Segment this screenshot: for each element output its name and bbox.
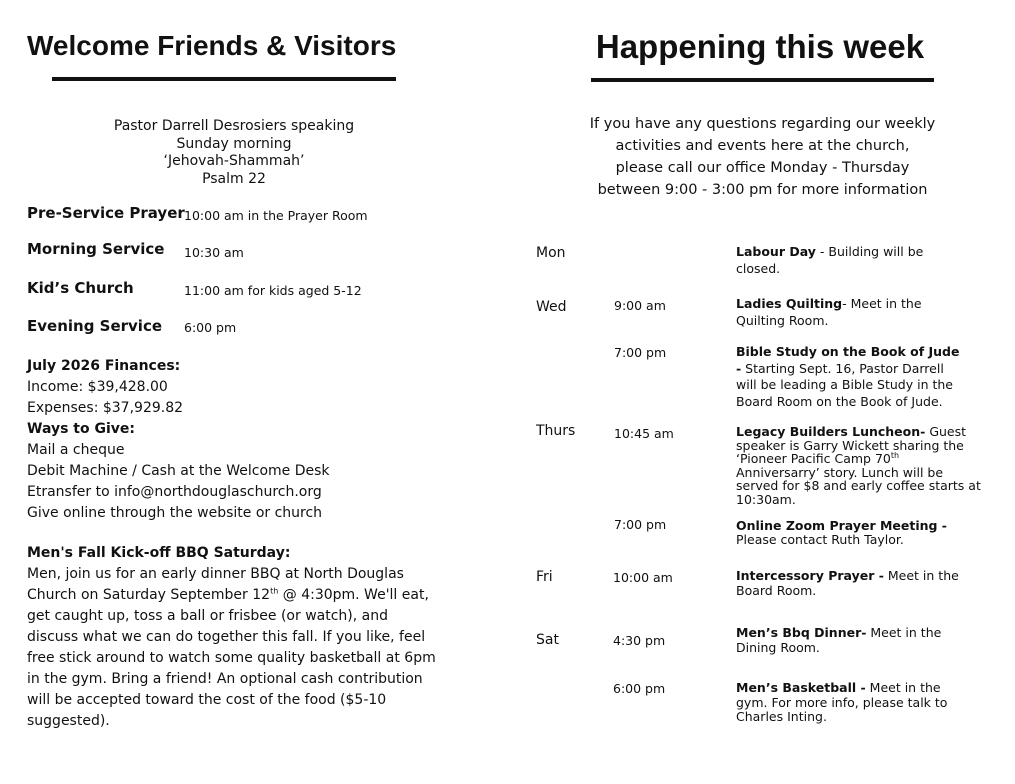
service-label-evening: Evening Service bbox=[27, 317, 163, 335]
bbq-date-suffix: th bbox=[270, 586, 279, 596]
event-title: Men’s Bbq Dinner- bbox=[736, 625, 867, 640]
right-title-underline bbox=[591, 78, 934, 82]
day-mon: Mon bbox=[536, 245, 566, 261]
bbq-date-text: Church on Saturday September 12 bbox=[27, 587, 271, 603]
sermon-title: ‘Jehovah-Shammah’ bbox=[163, 153, 305, 169]
right-title: Happening this week bbox=[595, 28, 925, 65]
bbq-line: suggested). bbox=[27, 713, 110, 729]
bbq-line: free stick around to watch some quality basketball at 6pm bbox=[27, 650, 436, 666]
event-time: 10:00 am bbox=[613, 570, 673, 585]
intro-line: activities and events here at the church, bbox=[615, 138, 910, 154]
service-detail-kids: 11:00 am for kids aged 5-12 bbox=[184, 283, 362, 298]
event-legacy-builders bbox=[736, 425, 984, 506]
office-hours-intro bbox=[555, 113, 970, 201]
event-desc: Please contact Ruth Taylor. bbox=[736, 532, 904, 547]
sermon-speaker: Pastor Darrell Desrosiers speaking bbox=[113, 118, 355, 134]
event-title: Online Zoom Prayer Meeting - bbox=[736, 518, 947, 533]
day-thurs: Thurs bbox=[536, 423, 576, 439]
event-desc: Starting Sept. 16, Pastor Darrell will be leading a Bible Study in the Board Room on the Book of Jude. bbox=[736, 360, 953, 409]
event-title: Labour Day bbox=[736, 244, 816, 259]
event-time: 6:00 pm bbox=[613, 681, 666, 696]
give-heading: Ways to Give: bbox=[27, 421, 135, 437]
bbq-line: get caught up, toss a ball or frisbee (or watch), and bbox=[27, 608, 388, 624]
service-detail-evening: 6:00 pm bbox=[184, 320, 237, 335]
event-desc: - Meet in the Quilting Room. bbox=[736, 296, 922, 328]
bbq-line bbox=[27, 585, 447, 606]
bbq-time-text: @ 4:30pm. We'll eat, bbox=[278, 587, 429, 603]
bbq-line: Men, join us for an early dinner BBQ at North Douglas bbox=[27, 566, 404, 582]
bbq-line: will be accepted toward the cost of the food ($5-10 bbox=[27, 692, 387, 708]
left-title-underline bbox=[52, 77, 396, 81]
bbq-announcement bbox=[27, 543, 447, 732]
bbq-line: discuss what we can do together this fall. If you like, feel bbox=[27, 629, 426, 645]
sermon-scripture: Psalm 22 bbox=[202, 170, 266, 187]
event-time: 7:00 pm bbox=[614, 345, 667, 360]
service-label-morning: Morning Service bbox=[27, 240, 165, 258]
give-item: Etransfer to info@northdouglaschurch.org bbox=[27, 484, 322, 500]
service-label-prayer: Pre-Service Prayer bbox=[27, 204, 185, 222]
event-desc: Meet in the gym. For more info, please talk to Charles Inting. bbox=[736, 680, 948, 724]
intro-line: between 9:00 - 3:00 pm for more information bbox=[597, 182, 928, 198]
service-detail-prayer: 10:00 am in the Prayer Room bbox=[184, 208, 368, 223]
finances-income: Income: $39,428.00 bbox=[27, 379, 168, 395]
event-time: 7:00 pm bbox=[614, 517, 667, 532]
service-label-kids: Kid’s Church bbox=[27, 279, 134, 297]
event-time: 4:30 pm bbox=[613, 633, 666, 648]
event-labour-day bbox=[736, 243, 936, 277]
day-fri: Fri bbox=[536, 569, 553, 585]
event-desc: Guest speaker is Garry Wickett sharing the ‘Pioneer Pacific Camp 70 bbox=[736, 424, 967, 466]
event-time: 10:45 am bbox=[614, 426, 674, 441]
event-title: Legacy Builders Luncheon- bbox=[736, 424, 926, 439]
sermon-info bbox=[84, 118, 384, 188]
event-desc: Meet in the Board Room. bbox=[736, 568, 959, 598]
event-zoom-prayer bbox=[736, 519, 991, 547]
event-time: 9:00 am bbox=[614, 298, 666, 313]
sermon-time: Sunday morning bbox=[176, 135, 292, 152]
event-title: Men’s Basketball - bbox=[736, 680, 866, 695]
intro-line: If you have any questions regarding our weekly bbox=[589, 116, 936, 132]
event-desc: Meet in the Dining Room. bbox=[736, 625, 942, 655]
day-wed: Wed bbox=[536, 299, 567, 315]
bbq-heading: Men's Fall Kick-off BBQ Saturday: bbox=[27, 545, 291, 561]
event-title: Bible Study on the Book of Jude - bbox=[736, 344, 960, 376]
event-title: Ladies Quilting bbox=[736, 296, 843, 311]
event-intercessory-prayer bbox=[736, 569, 966, 598]
event-desc-suffix: th bbox=[890, 450, 900, 460]
give-item: Give online through the website or church bbox=[27, 505, 323, 521]
intro-line: please call our office Monday - Thursday bbox=[615, 160, 910, 176]
finances-expenses: Expenses: $37,929.82 bbox=[27, 400, 184, 416]
finances-and-giving bbox=[27, 356, 447, 524]
event-mens-basketball bbox=[736, 681, 961, 725]
event-ladies-quilting bbox=[736, 295, 936, 329]
event-title: Intercessory Prayer - bbox=[736, 568, 884, 583]
event-mens-bbq bbox=[736, 626, 951, 655]
left-title: Welcome Friends & Visitors bbox=[27, 30, 397, 61]
bbq-line: in the gym. Bring a friend! An optional cash contribution bbox=[27, 671, 423, 687]
day-sat: Sat bbox=[536, 632, 559, 648]
event-desc: Anniversarry’ story. Lunch will be served for $8 and early coffee starts at 10:30am. bbox=[736, 464, 981, 507]
give-item: Mail a cheque bbox=[27, 442, 125, 458]
finances-heading: July 2026 Finances: bbox=[27, 358, 181, 374]
give-item: Debit Machine / Cash at the Welcome Desk bbox=[27, 463, 330, 479]
service-detail-morning: 10:30 am bbox=[184, 245, 244, 260]
event-bible-study bbox=[736, 344, 966, 410]
event-desc: - Building will be closed. bbox=[736, 244, 924, 276]
